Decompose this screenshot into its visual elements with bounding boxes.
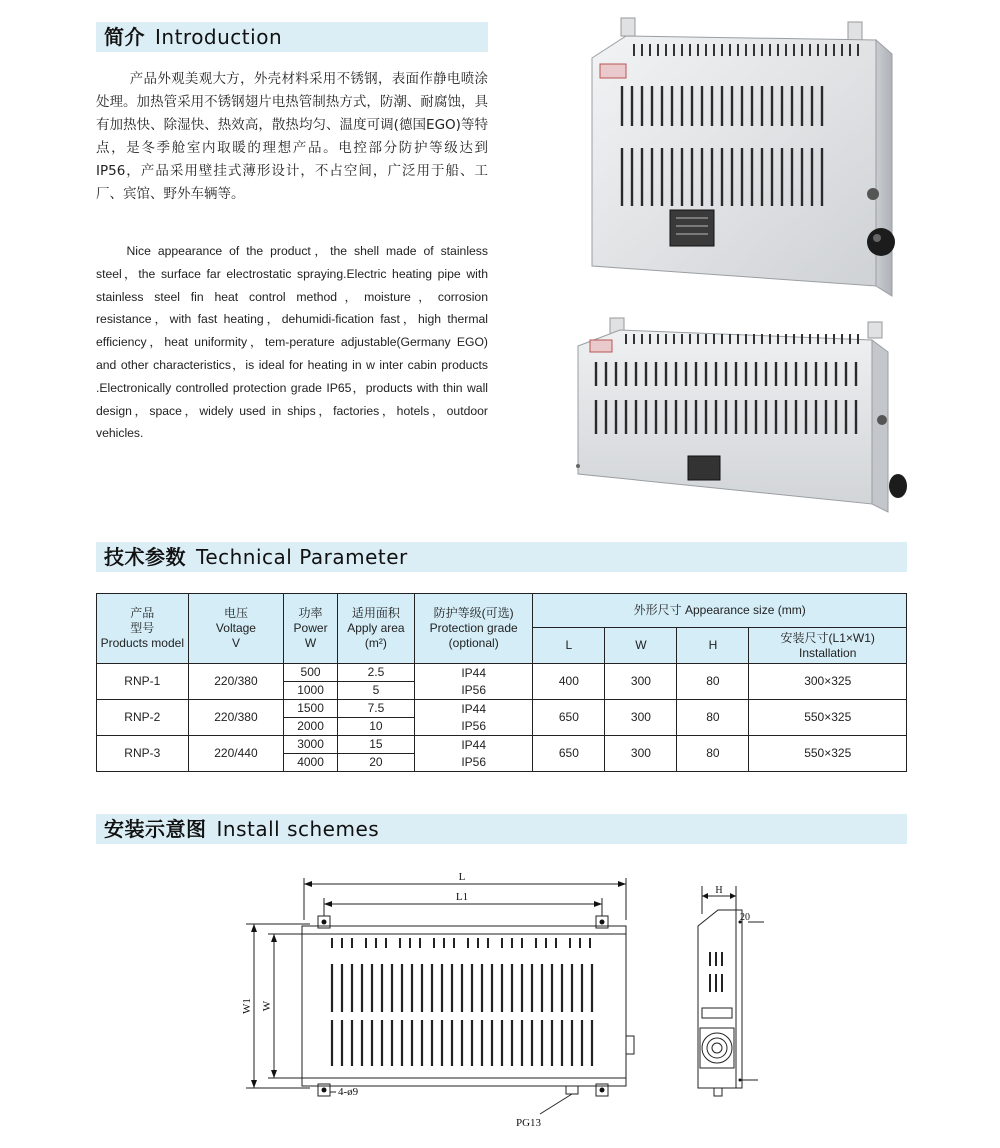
table-row: RNP-2 220/380 1500 7.5 IP44 IP56 650 300 80 550×325 — [97, 700, 907, 718]
header-model: 产品 型号 Products model — [97, 594, 189, 664]
install-banner — [96, 814, 907, 844]
header-power: 功率 Power W — [284, 594, 338, 664]
tech-table — [96, 593, 907, 772]
header-L: L — [533, 628, 605, 664]
holes-label: 4-ø9 — [338, 1086, 359, 1098]
pg13-label: PG13 — [516, 1117, 542, 1129]
dim-W-label: W — [261, 1000, 273, 1012]
header-apply-area: 适用面积 Apply area (m²) — [337, 594, 414, 664]
dim-20-label: 20 — [740, 912, 750, 923]
tech-title-en: Technical Parameter — [196, 545, 408, 569]
install-scheme-side — [688, 882, 778, 1104]
intro-banner — [96, 22, 488, 52]
table-row: RNP-1 220/380 500 2.5 IP44 IP56 400 300 80 300×325 — [97, 664, 907, 682]
install-scheme-front — [240, 860, 650, 1132]
dim-L-label: L — [458, 871, 466, 883]
heater-photo-front — [586, 14, 908, 304]
header-protection: 防护等级(可选) Protection grade (optional) — [415, 594, 533, 664]
intro-text-en: Nice appearance of the product，the shell made of stainless steel，the surface far electrostatic spraying.Electric heating pipe with stainless steel fin heat control method，moisture，corrosion resistance，with fast heating，dehumidi-fication fast，high thermal efficiency，heat uniformity，tem-perature adjustable(Germany EGO) and other characteristics，is ideal for heating in w inter cabin products .Electronically controlled protection grade IP65，products with thin wall design，space，widely used in ships，factories，hotels，outdoor vehicles. — [96, 244, 488, 441]
table-row: 1000 5 — [97, 682, 907, 700]
table-row: RNP-3 220/440 3000 15 IP44 IP56 650 300 80 550×325 — [97, 736, 907, 754]
intro-title-en: Introduction — [155, 25, 283, 49]
tech-banner — [96, 542, 907, 572]
header-installation: 安装尺寸(L1×W1) Installation — [749, 628, 907, 664]
heater-photo-angled — [566, 316, 908, 532]
header-W: W — [605, 628, 677, 664]
intro-title-cn: 简介 — [104, 25, 145, 49]
dim-H-label: H — [715, 885, 723, 896]
install-title-en: Install schemes — [216, 817, 380, 841]
header-H: H — [677, 628, 749, 664]
dim-W1-label: W1 — [241, 998, 253, 1014]
intro-text-cn: 产品外观美观大方，外壳材料采用不锈钢，表面作静电喷涂处理。加热管采用不锈钢翅片电热管制热方式，防潮、耐腐蚀，具有加热快、除湿快、热效高，散热均匀、温度可调(德国EGO)等特点，是冬季舱室内取暖的理想产品。电控部分防护等级达到IP56，产品采用壁挂式薄形设计，不占空间，广泛用于船、工厂、宾馆、野外车辆等。 — [96, 71, 488, 202]
dim-L1-label: L1 — [455, 891, 469, 903]
header-appearance-size: 外形尺寸 Appearance size (mm) — [533, 594, 907, 628]
tech-title-cn: 技术参数 — [104, 545, 186, 569]
header-voltage: 电压 Voltage V — [188, 594, 284, 664]
install-title-cn: 安装示意图 — [104, 817, 207, 841]
table-row: 2000 10 — [97, 718, 907, 736]
table-row: 4000 20 — [97, 754, 907, 772]
